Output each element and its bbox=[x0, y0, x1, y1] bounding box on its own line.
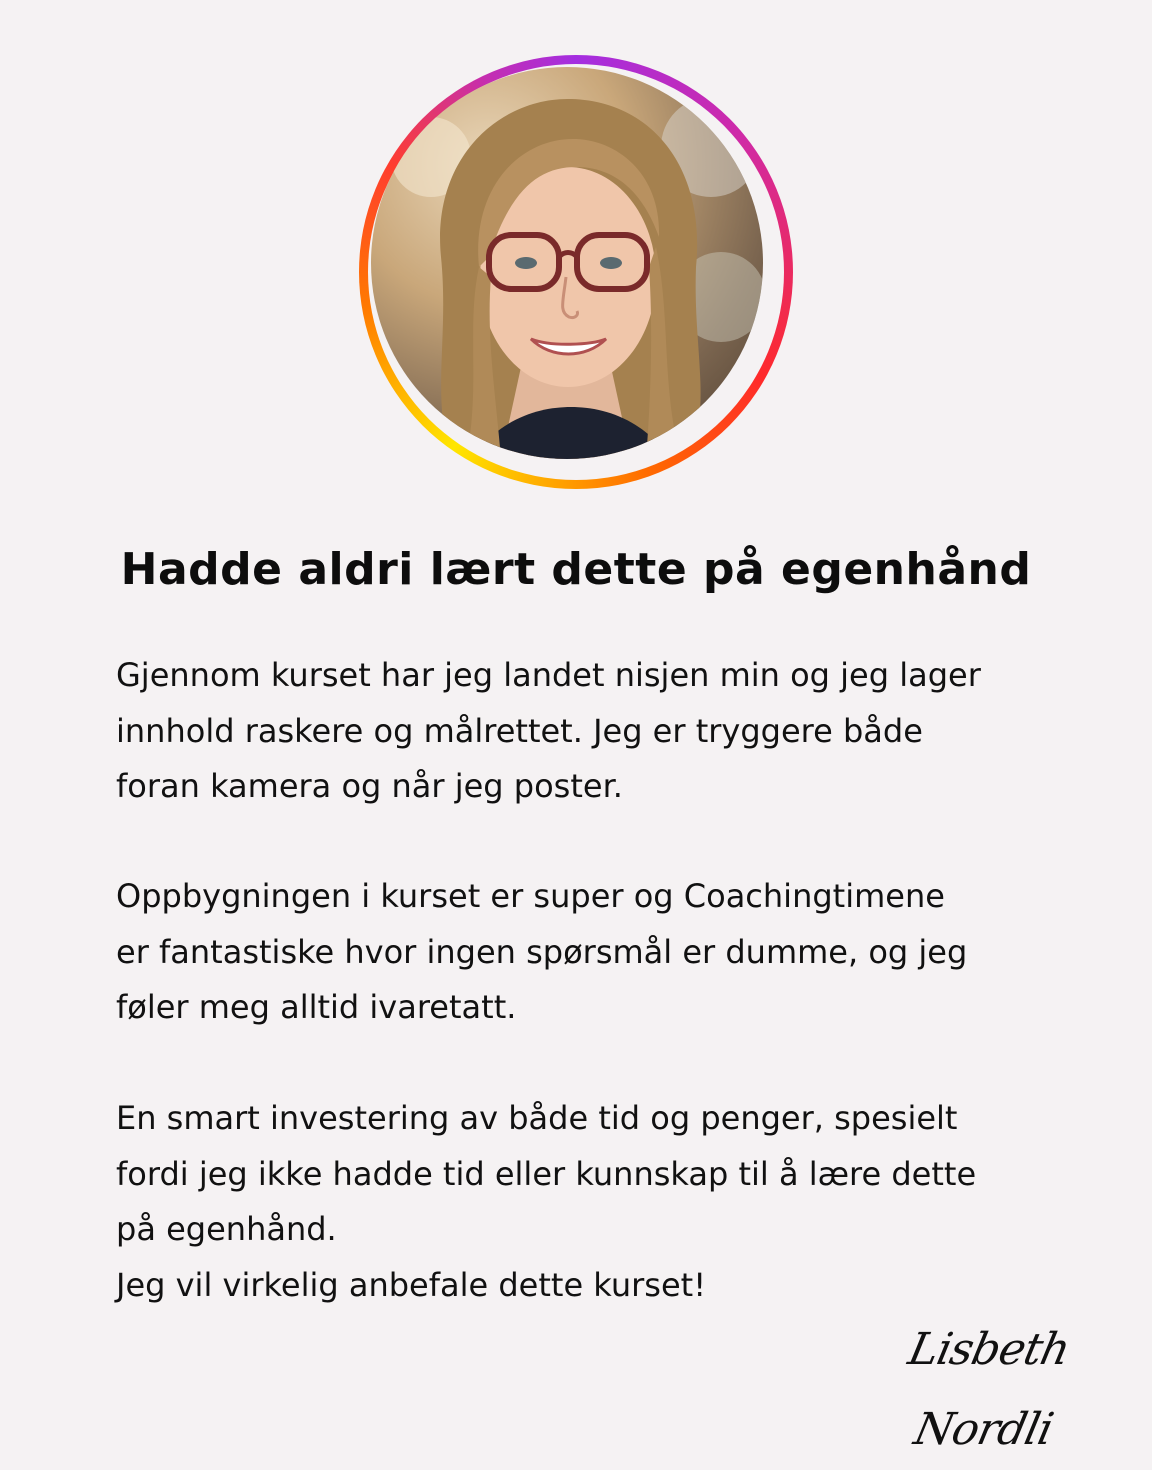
testimonial-paragraph-2: Oppbygningen i kurset er super og Coachingtimene er fantastiske hvor ingen spørsmål er dumme, og jeg føler meg alltid ivaretatt. bbox=[116, 877, 968, 1026]
testimonial-paragraph-1: Gjennom kurset har jeg landet nisjen min og jeg lager innhold raskere og målrettet. Jeg er tryggere både foran kamera og når jeg poster. bbox=[116, 656, 981, 805]
avatar-photo bbox=[371, 67, 763, 459]
avatar-gradient-ring bbox=[359, 55, 793, 489]
testimonial-paragraph-3: En smart investering av både tid og penger, spesielt fordi jeg ikke hadde tid eller kunnskap til å lære dette på egenhånd. Jeg vil virkelig anbefale dette kurset! bbox=[116, 1099, 977, 1304]
portrait-illustration bbox=[371, 67, 763, 459]
signature: Lisbeth Nordli bbox=[904, 1324, 1075, 1455]
testimonial-headline: Hadde aldri lært dette på egenhånd bbox=[120, 544, 1032, 595]
